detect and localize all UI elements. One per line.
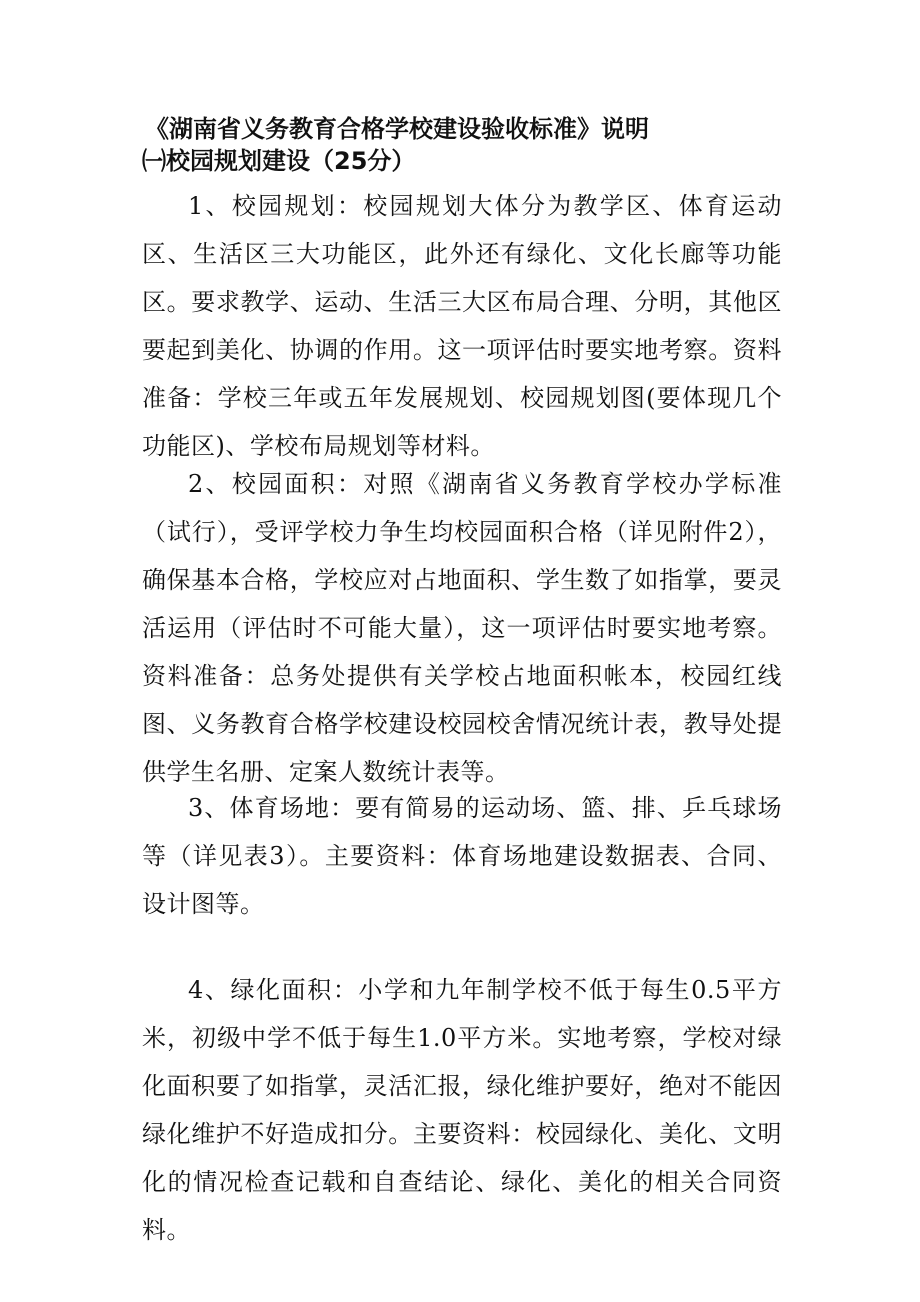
paragraph-green-area: 4、绿化面积：小学和九年制学校不低于每生0.5平方米，初级中学不低于每生1.0平方米。实地考察，学校对绿化面积要了如指掌，灵活汇报，绿化维护要好，绝对不能因绿化维护不好造成扣分。主要资料：校园绿化、美化、文明化的情况检查记载和自查结论、绿化、美化的相关合同资料。: [142, 976, 782, 1244]
document-title: 《湖南省义务教育合格学校建设验收标准》说明: [145, 115, 649, 143]
paragraph-campus-area: 2、校园面积：对照《湖南省义务教育学校办学标准（试行），受评学校力争生均校园面积合格（详见附件2），确保基本合格，学校应对占地面积、学生数了如指掌，要灵活运用（评估时不可能大量），这一项评估时要实地考察。资料准备：总务处提供有关学校占地面积帐本，校园红线图、义务教育合格学校建设校园校舍情况统计表，教导处提供学生名册、定案人数统计表等。: [142, 470, 782, 786]
paragraph-sports-field: 3、体育场地：要有简易的运动场、篮、排、乒乓球场等（详见表3）。主要资料：体育场地建设数据表、合同、设计图等。: [142, 794, 782, 918]
paragraph-campus-planning: 1、校园规划：校园规划大体分为教学区、体育运动区、生活区三大功能区，此外还有绿化、文化长廊等功能区。要求教学、运动、生活三大区布局合理、分明，其他区要起到美化、协调的作用。这一项评估时要实地考察。资料准备：学校三年或五年发展规划、校园规划图(要体现几个功能区)、学校布局规划等材料。: [142, 192, 782, 460]
section-heading: ㈠校园规划建设（25分）: [142, 147, 416, 175]
